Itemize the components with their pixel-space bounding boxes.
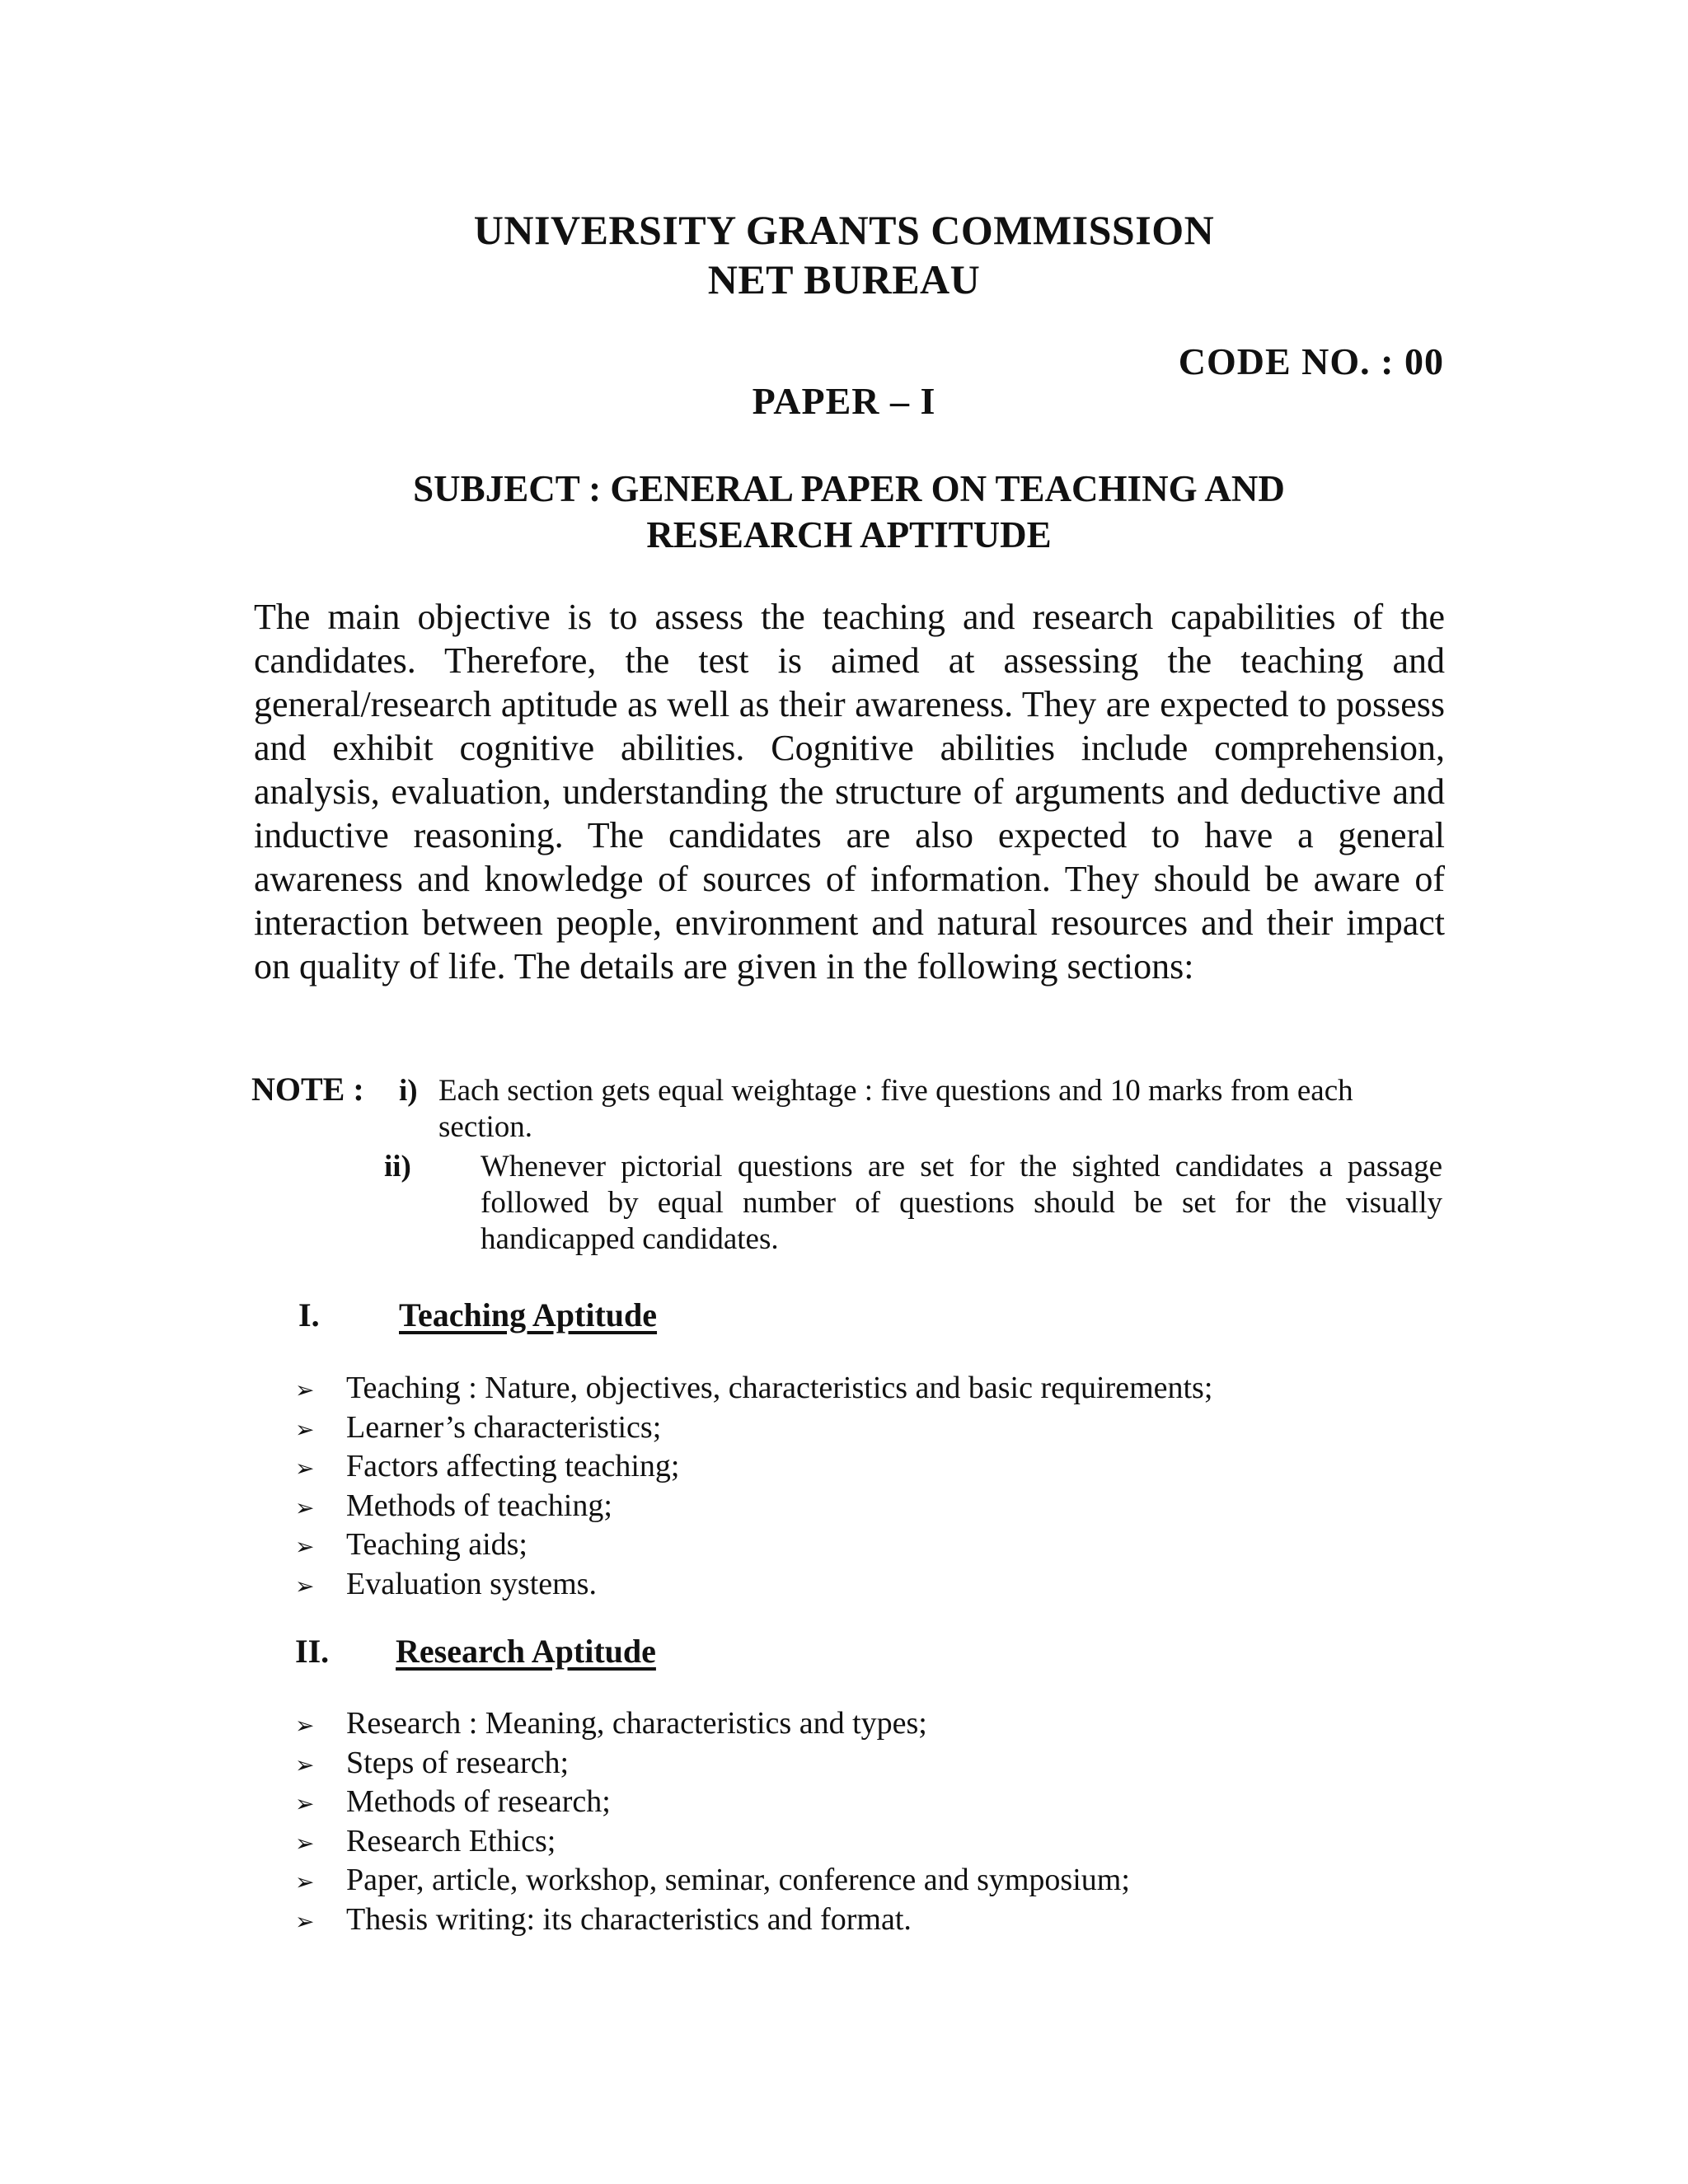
arrow-bullet-icon: ➢: [295, 1868, 315, 1896]
subject-line-2: RESEARCH APTITUDE: [646, 514, 1052, 555]
section-1-title: Teaching Aptitude: [399, 1296, 658, 1333]
arrow-bullet-icon: ➢: [295, 1493, 315, 1521]
list-item: ➢ Learner’s characteristics;: [295, 1409, 1212, 1449]
list-item: ➢ Research Ethics;: [295, 1823, 1130, 1863]
section-1-list: [295, 1370, 1212, 1605]
paper-number: PAPER – I: [752, 380, 936, 422]
list-item: ➢ Methods of research;: [295, 1783, 1130, 1823]
list-item: ➢ Research : Meaning, characteristics and types;: [295, 1705, 1130, 1745]
note-label: NOTE :: [251, 1071, 364, 1108]
list-item: ➢ Teaching aids;: [295, 1526, 1212, 1566]
code-number: CODE NO. : 00: [1178, 340, 1444, 382]
list-item: ➢ Thesis writing: its characteristics and format.: [295, 1901, 1130, 1941]
note-item-1: [438, 1073, 1442, 1146]
list-item: ➢ Evaluation systems.: [295, 1566, 1212, 1605]
arrow-bullet-icon: ➢: [295, 1907, 315, 1935]
note-marker-2: ii): [384, 1150, 411, 1183]
note-marker-1: i): [399, 1074, 418, 1108]
subject-heading: [346, 466, 1352, 558]
list-item: ➢ Paper, article, workshop, seminar, conference and symposium;: [295, 1862, 1130, 1901]
bureau-title: NET BUREAU: [707, 256, 981, 302]
org-title: UNIVERSITY GRANTS COMMISSION: [473, 207, 1215, 253]
arrow-bullet-icon: ➢: [295, 1572, 315, 1600]
arrow-bullet-icon: ➢: [295, 1790, 315, 1817]
section-2-number: II.: [295, 1633, 330, 1670]
list-item: ➢ Teaching : Nature, objectives, characteristics and basic requirements;: [295, 1370, 1212, 1409]
note-item-1-text: Each section gets equal weightage : five questions and 10 marks from each section.: [438, 1074, 1353, 1144]
arrow-bullet-icon: ➢: [295, 1712, 315, 1739]
note-item-2: Whenever pictorial questions are set for the sighted candidates a passage followed by equal number of questions should be set for the visually handicapped candidates.: [481, 1150, 1442, 1256]
arrow-bullet-icon: ➢: [295, 1415, 315, 1443]
arrow-bullet-icon: ➢: [295, 1376, 315, 1404]
arrow-bullet-icon: ➢: [295, 1829, 315, 1857]
list-item: ➢ Steps of research;: [295, 1745, 1130, 1784]
list-item: ➢ Factors affecting teaching;: [295, 1448, 1212, 1488]
section-2-title: Research Aptitude: [396, 1633, 656, 1670]
arrow-bullet-icon: ➢: [295, 1533, 315, 1560]
list-item: ➢ Methods of teaching;: [295, 1488, 1212, 1527]
arrow-bullet-icon: ➢: [295, 1750, 315, 1779]
arrow-bullet-icon: ➢: [295, 1455, 315, 1482]
subject-line-1: SUBJECT : GENERAL PAPER ON TEACHING AND: [413, 468, 1285, 509]
intro-paragraph: The main objective is to assess the teaching and research capabilities of the candidates. Therefore, the test is aimed at assessing the teaching and general/research aptitude as well as their awareness. They are expected to possess and exhibit cognitive abilities. Cognitive abilities include comprehension, analysis, evaluation, understanding the structure of arguments and deductive and inductive reasoning. The candidates are also expected to have a general awareness and knowledge of sources of information. They should be aware of interaction between people, environment and natural resources and their impact on quality of life. The details are given in the following sections:: [254, 597, 1445, 987]
section-2-list: [295, 1705, 1130, 1940]
section-1-number: I.: [298, 1296, 320, 1333]
